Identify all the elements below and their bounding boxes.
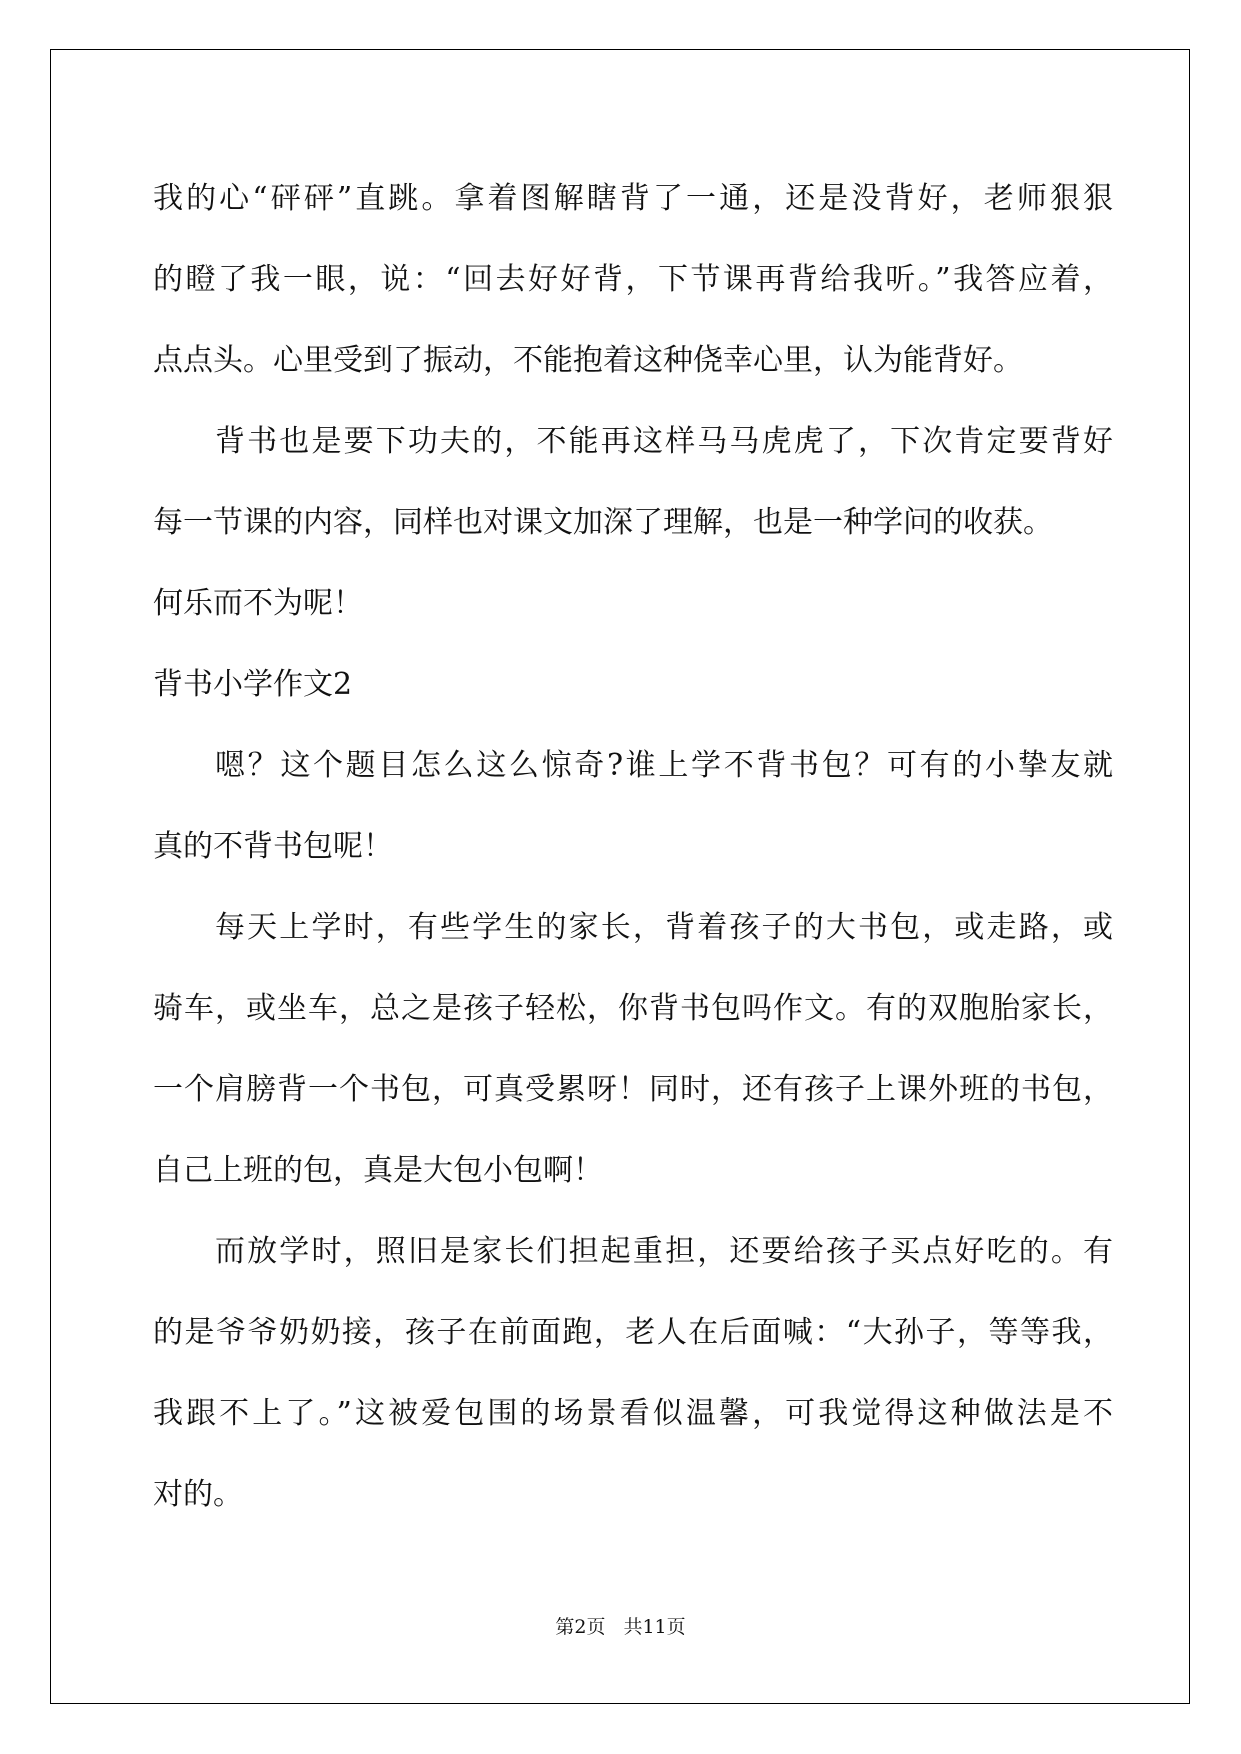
text-line: 而放学时，照旧是家长们担起重担，还要给孩子买点好吃的。有	[215, 1234, 1113, 1269]
page-total: 共11页	[623, 1616, 686, 1638]
document-body	[153, 158, 1113, 1535]
page-footer	[0, 1612, 1241, 1639]
section-heading: 背书小学作文2	[153, 667, 353, 702]
text-line: 一个肩膀背一个书包，可真受累呀！同时，还有孩子上课外班的书包，	[153, 1072, 1113, 1107]
text-line: 我跟不上了。”这被爱包围的场景看似温馨，可我觉得这种做法是不	[153, 1396, 1113, 1431]
text-line: 的瞪了我一眼，说：“回去好好背，下节课再背给我听。”我答应着，	[153, 262, 1113, 297]
text-line: 骑车，或坐车，总之是孩子轻松，你背书包吗作文。有的双胞胎家长，	[153, 991, 1113, 1026]
text-line: 的是爷爷奶奶接，孩子在前面跑，老人在后面喊：“大孙子，等等我，	[153, 1315, 1113, 1350]
text-line: 点点头。心里受到了振动，不能抱着这种侥幸心里，认为能背好。	[153, 343, 1023, 378]
text-line: 每一节课的内容，同样也对课文加深了理解，也是一种学问的收获。	[153, 505, 1053, 540]
text-line: 我的心“砰砰”直跳。拿着图解瞎背了一通，还是没背好，老师狠狠	[153, 181, 1113, 216]
text-line: 背书也是要下功夫的，不能再这样马马虎虎了，下次肯定要背好	[215, 424, 1113, 459]
text-line: 嗯？这个题目怎么这么惊奇?谁上学不背书包？可有的小挚友就	[215, 748, 1113, 783]
page-number: 第2页	[555, 1616, 606, 1638]
text-line: 何乐而不为呢！	[153, 586, 363, 621]
text-line: 自己上班的包，真是大包小包啊！	[153, 1153, 603, 1188]
text-line: 对的。	[153, 1477, 243, 1512]
text-line: 每天上学时，有些学生的家长，背着孩子的大书包，或走路，或	[215, 910, 1113, 945]
text-line: 真的不背书包呢！	[153, 829, 393, 864]
